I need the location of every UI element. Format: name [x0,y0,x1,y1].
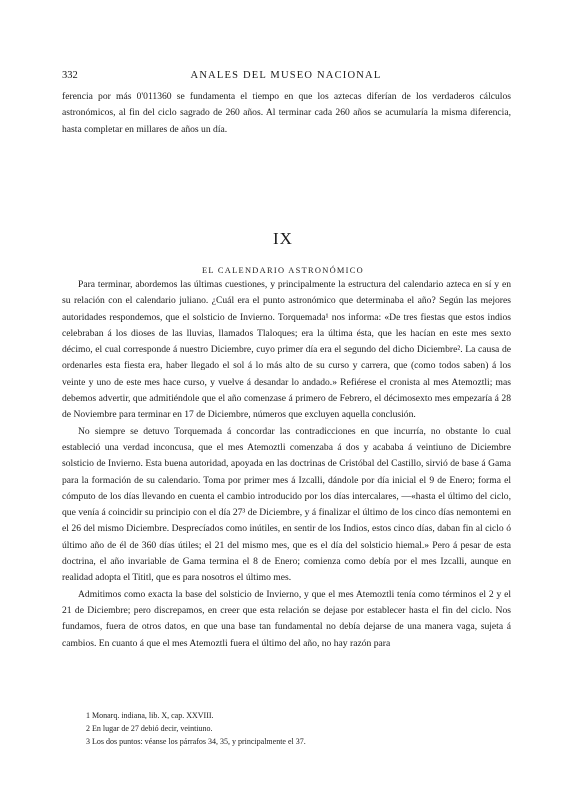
footnotes [86,709,506,748]
paragraph: Para terminar, abordemos las últimas cuestiones, y principalmente la estructura del calendario azteca en sí y en su relación con el calendario juliano. ¿Cuál era el punto astronómico que determinaba el año? Según las mejores autoridades respondemos, que el solsticio de Invierno. Torquemada¹ nos informa: «De tres fiestas que estos indios celebraban á los dioses de las lluvias, llamados Tlaloques; era la última ésta, que les hacían en este mes sexto décimo, el cual corresponde á nuestro Diciembre, cuyo primer día era el segundo del dicho Diciembre². La causa de ordenarles esta fiesta era, haber llegado el sol á lo más alto de su curso y carrera, que (como todos saben) á los veinte y uno de este mes hace curso, y vuelve á desandar lo andado.» Refiérese el cronista al mes Atemoztli; mas debemos advertir, que admitiéndole que el año comenzase á primero de Febrero, el décimosexto mes empezaría á 28 de Noviembre para terminar en 17 de Diciembre, números que excluyen aquella conclusión. [62,279,511,421]
section-body [62,277,511,652]
footnote: 1 Monarq. indiana, lib. X, cap. XXVIII. [86,711,214,720]
footnote: 2 En lugar de 27 debió decir, veintiuno. [86,724,213,733]
footnote: 3 Los dos puntos: véanse los párrafos 34, 35, y principalmente el 37. [86,737,306,746]
paragraph: No siempre se detuvo Torquemada á concordar las contradicciones en que incurría, no obstante lo cual estableció una verdad inconcusa, que el mes Atemoztli comenzaba á dos y acababa á veintiuno de Diciembre solsticio de Invierno. Esta buena autoridad, apoyada en las doctrinas de Cristóbal del Castillo, sirvió de base á Gama para la formación de su calendario. Toma por primer mes á Izcalli, dándole por día inicial el 9 de Enero; forma el cómputo de los días llevando en cuenta el cambio introducido por los días intercalares, —«hasta el último del ciclo, que venía á coincidir su principio con el día 27³ de Diciembre, y á finalizar el último de los cinco días nemontemi en el 26 del mismo Diciembre. Desprecíados como inútiles, en sentir de los Indios, estos cinco días, daban fin al ciclo ó último año de él de 360 días útiles; el 21 del mismo mes, que es el día del solsticio hiemal.» Pero á pesar de esta doctrina, el año invariable de Gama termina el 8 de Enero; comienza como debía por el mes Izcalli, aunque en realidad adopta el Tititl, que es para nosotros el último mes. [62,425,511,584]
paragraph: Admitimos como exacta la base del solsticio de Invierno, y que el mes Atemoztli tenía como términos el 2 y el 21 de Diciembre; pero discrepamos, en creer que esta relación se dejase por establecer hasta el fin del ciclo. Nos fundamos, fuera de otros datos, en que una base tan fundamental no debía dejarse de una manera vaga, sujeta á cambios. En cuanto á que el mes Atemoztli fuera el último del año, no hay razón para [62,588,511,649]
page-header [62,70,510,86]
continuation-paragraph: ferencia por más 0'011360 se fundamenta el tiempo en que los aztecas diferían de los verdaderos cálculos astronómicos, al fin del ciclo sagrado de 260 años. Al terminar cada 260 años se acumularía la misma diferencia, hasta completar en millares de años un día. [62,91,511,135]
section-numeral: IX [273,229,293,248]
continuation-text [62,89,511,138]
page-number: 332 [62,70,78,81]
running-title: ANALES DEL MUSEO NACIONAL [190,70,382,81]
section-title: EL CALENDARIO ASTRONÓMICO [201,266,364,275]
